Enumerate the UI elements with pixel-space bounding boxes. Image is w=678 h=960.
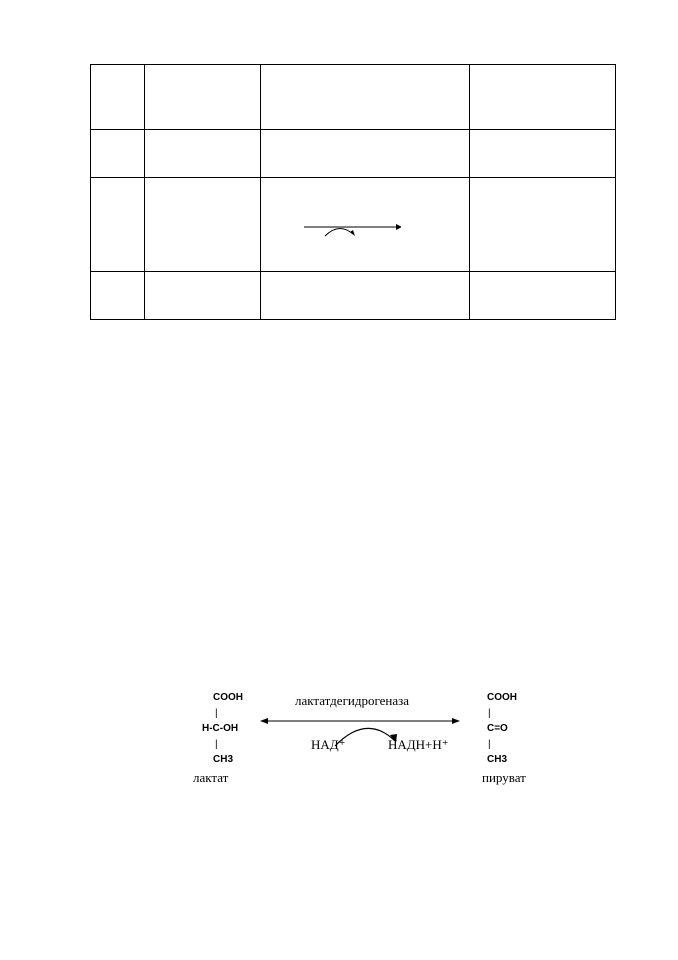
table-cell [91, 178, 145, 272]
table-cell [91, 130, 145, 178]
table-row [91, 178, 616, 272]
substrate-name: лактат [193, 770, 229, 785]
table-cell [470, 130, 616, 178]
lactate-formula: COOH | H-C-OH | CH3 [202, 692, 243, 765]
product-name: пируват [482, 770, 526, 785]
table-cell [261, 178, 470, 272]
table-cell [91, 65, 145, 130]
table-cell [470, 272, 616, 320]
cofactor-in: НАД⁺ [311, 737, 346, 752]
table-cell [145, 65, 261, 130]
pyruvate-formula: COOH | C=O | CH3 [487, 692, 517, 765]
table-cell [145, 178, 261, 272]
cofactor-out: НАДН+Н⁺ [388, 737, 449, 752]
table-cell [470, 178, 616, 272]
table-row [91, 272, 616, 320]
table-row [91, 65, 616, 130]
lactate-pyruvate-reaction [190, 680, 550, 800]
table-cell [470, 65, 616, 130]
table-cell [261, 272, 470, 320]
table-cell [145, 130, 261, 178]
table-cell [145, 272, 261, 320]
reaction-arrow-icon [301, 224, 401, 244]
enzyme-name: лактатдегидрогеназа [295, 693, 410, 708]
table-row [91, 130, 616, 178]
table-cell [91, 272, 145, 320]
table-cell [261, 130, 470, 178]
empty-table [90, 64, 616, 320]
table-cell [261, 65, 470, 130]
